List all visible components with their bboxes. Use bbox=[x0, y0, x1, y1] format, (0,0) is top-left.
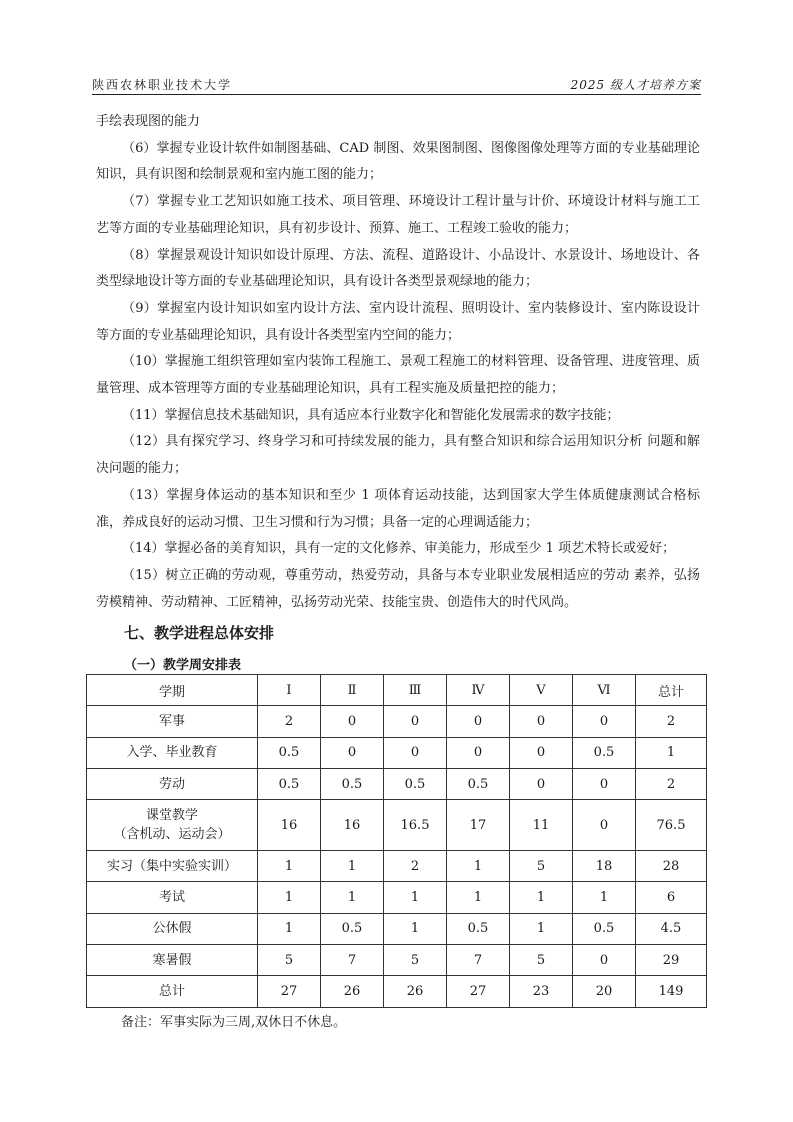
value-cell: 2 bbox=[636, 706, 707, 737]
paragraph: （10）掌握施工组织管理如室内装饰工程施工、景观工程施工的材料管理、设备管理、进度管理、质量管理、成本管理等方面的专业基础理论知识，具有工程实施及质量把控的能力； bbox=[96, 354, 700, 397]
value-cell: 23 bbox=[510, 976, 573, 1007]
paragraph: （9）掌握室内设计知识如室内设计方法、室内设计流程、照明设计、室内装修设计、室内陈设设计等方面的专业基础理论知识，具有设计各类型室内空间的能力； bbox=[96, 300, 700, 343]
row-label-cell bbox=[87, 706, 258, 737]
value-cell: 4.5 bbox=[636, 913, 707, 944]
table-row bbox=[87, 976, 707, 1007]
value-cell: 0.5 bbox=[447, 768, 510, 799]
table-row bbox=[87, 737, 707, 768]
row-label-line: 入学、毕业教育 bbox=[126, 745, 218, 761]
value-cell: 7 bbox=[447, 945, 510, 976]
value-cell: 1 bbox=[258, 851, 321, 882]
value-cell: 0 bbox=[573, 706, 636, 737]
value-cell: 149 bbox=[636, 976, 707, 1007]
page-header bbox=[92, 76, 701, 95]
value-cell: 0.5 bbox=[447, 913, 510, 944]
value-cell: 5 bbox=[510, 945, 573, 976]
value-cell: 2 bbox=[258, 706, 321, 737]
table-header-row bbox=[87, 675, 707, 706]
value-cell: 1 bbox=[573, 882, 636, 913]
value-cell: 0 bbox=[384, 706, 447, 737]
value-cell: 0.5 bbox=[321, 913, 384, 944]
header-cell: Ⅴ bbox=[510, 675, 573, 706]
table-row bbox=[87, 913, 707, 944]
paragraph: （15）树立正确的劳动观，尊重劳动，热爱劳动，具备与本专业职业发展相适应的劳动 素养，弘扬劳模精神、劳动精神、工匠精神，弘扬劳动光荣、技能宝贵、创造伟大的时代风尚。 bbox=[96, 567, 700, 610]
value-cell: 0 bbox=[321, 737, 384, 768]
value-cell: 1 bbox=[258, 913, 321, 944]
row-label-line: 劳动 bbox=[158, 776, 185, 792]
value-cell: 0 bbox=[510, 737, 573, 768]
row-label-cell bbox=[87, 800, 258, 851]
row-label-line: （含机动、运动会） bbox=[113, 827, 231, 843]
value-cell: 11 bbox=[510, 800, 573, 851]
row-label-line: 寒暑假 bbox=[152, 952, 192, 968]
sub-title: （一）教学周安排表 bbox=[124, 658, 242, 673]
paragraph: （11）掌握信息技术基础知识，具有适应本行业数字化和智能化发展需求的数字技能； bbox=[122, 407, 620, 423]
value-cell: 0 bbox=[321, 706, 384, 737]
row-label-cell bbox=[87, 737, 258, 768]
value-cell: 17 bbox=[447, 800, 510, 851]
section-title: 七、教学进程总体安排 bbox=[124, 624, 275, 642]
value-cell: 1 bbox=[258, 882, 321, 913]
value-cell: 2 bbox=[384, 851, 447, 882]
header-cell: Ⅵ bbox=[573, 675, 636, 706]
paragraph: 手绘表现图的能力 bbox=[96, 114, 201, 129]
value-cell: 26 bbox=[321, 976, 384, 1007]
value-cell: 27 bbox=[258, 976, 321, 1007]
header-cell: Ⅳ bbox=[447, 675, 510, 706]
table-row bbox=[87, 706, 707, 737]
paragraph: （14）掌握必备的美育知识，具有一定的文化修养、审美能力，形成至少 1 项艺术特长或爱好； bbox=[122, 541, 676, 557]
value-cell: 0 bbox=[573, 945, 636, 976]
table-row bbox=[87, 882, 707, 913]
row-label-line: 军事 bbox=[158, 713, 185, 729]
row-label-cell bbox=[87, 768, 258, 799]
value-cell: 1 bbox=[321, 851, 384, 882]
value-cell: 0.5 bbox=[573, 913, 636, 944]
paragraph: （12）具有探究学习、终身学习和可持续发展的能力，具有整合知识和综合运用知识分析 问题和解决问题的能力； bbox=[96, 434, 700, 477]
value-cell: 1 bbox=[384, 913, 447, 944]
body-text bbox=[96, 109, 700, 616]
row-label-line: 实习（集中实验实训） bbox=[106, 858, 237, 874]
table-row bbox=[87, 800, 707, 851]
header-document-title: 2025 级人才培养方案 bbox=[570, 78, 701, 92]
value-cell: 6 bbox=[636, 882, 707, 913]
value-cell: 1 bbox=[636, 737, 707, 768]
row-label-line: 公休假 bbox=[152, 921, 192, 937]
value-cell: 0 bbox=[447, 706, 510, 737]
value-cell: 0.5 bbox=[573, 737, 636, 768]
value-cell: 1 bbox=[321, 882, 384, 913]
row-label-cell bbox=[87, 945, 258, 976]
value-cell: 28 bbox=[636, 851, 707, 882]
value-cell: 1 bbox=[384, 882, 447, 913]
value-cell: 0 bbox=[510, 706, 573, 737]
paragraph: （13）掌握身体运动的基本知识和至少 1 项体育运动技能，达到国家大学生体质健康测试合格标准，养成良好的运动习惯、卫生习惯和行为习惯；具备一定的心理调适能力； bbox=[96, 487, 700, 530]
row-label-line: 总计 bbox=[158, 984, 185, 1000]
row-label-cell bbox=[87, 976, 258, 1007]
value-cell: 76.5 bbox=[636, 800, 707, 851]
row-label-cell bbox=[87, 851, 258, 882]
table-note: 备注：军事实际为三周,双休日不休息。 bbox=[121, 1015, 347, 1030]
value-cell: 1 bbox=[447, 851, 510, 882]
header-institution: 陕西农林职业技术大学 bbox=[92, 78, 233, 92]
value-cell: 1 bbox=[510, 882, 573, 913]
row-label-line: 课堂教学 bbox=[145, 808, 198, 824]
paragraph: （6）掌握专业设计软件如制图基础、CAD 制图、效果图制图、图像图像处理等方面的专业基础理论知识，具有识图和绘制景观和室内施工图的能力； bbox=[96, 140, 700, 183]
header-cell-term: 学期 bbox=[87, 675, 258, 706]
value-cell: 26 bbox=[384, 976, 447, 1007]
value-cell: 1 bbox=[447, 882, 510, 913]
value-cell: 18 bbox=[573, 851, 636, 882]
value-cell: 0.5 bbox=[258, 768, 321, 799]
value-cell: 16 bbox=[258, 800, 321, 851]
paragraph: （8）掌握景观设计知识如设计原理、方法、流程、道路设计、小品设计、水景设计、场地设计、各类型绿地设计等方面的专业基础理论知识，具有设计各类型景观绿地的能力； bbox=[96, 247, 700, 290]
paragraph: （7）掌握专业工艺知识如施工技术、项目管理、环境设计工程计量与计价、环境设计材料与施工工艺等方面的专业基础理论知识，具有初步设计、预算、施工、工程竣工验收的能力； bbox=[96, 194, 700, 236]
value-cell: 5 bbox=[510, 851, 573, 882]
value-cell: 0 bbox=[447, 737, 510, 768]
value-cell: 27 bbox=[447, 976, 510, 1007]
header-cell: 总计 bbox=[636, 675, 707, 706]
value-cell: 0 bbox=[573, 800, 636, 851]
value-cell: 0 bbox=[573, 768, 636, 799]
row-label-cell bbox=[87, 882, 258, 913]
header-cell: Ⅲ bbox=[384, 675, 447, 706]
value-cell: 16.5 bbox=[384, 800, 447, 851]
header-cell: Ⅱ bbox=[321, 675, 384, 706]
table-row bbox=[87, 851, 707, 882]
value-cell: 1 bbox=[510, 913, 573, 944]
table-row bbox=[87, 768, 707, 799]
value-cell: 0.5 bbox=[258, 737, 321, 768]
value-cell: 0.5 bbox=[384, 768, 447, 799]
row-label-cell bbox=[87, 913, 258, 944]
value-cell: 5 bbox=[384, 945, 447, 976]
value-cell: 5 bbox=[258, 945, 321, 976]
value-cell: 20 bbox=[573, 976, 636, 1007]
table-row bbox=[87, 945, 707, 976]
value-cell: 0 bbox=[384, 737, 447, 768]
header-cell: Ⅰ bbox=[258, 675, 321, 706]
teaching-week-table bbox=[86, 674, 707, 1008]
value-cell: 29 bbox=[636, 945, 707, 976]
value-cell: 2 bbox=[636, 768, 707, 799]
table-body bbox=[87, 706, 707, 1007]
value-cell: 0 bbox=[510, 768, 573, 799]
value-cell: 16 bbox=[321, 800, 384, 851]
row-label-line: 考试 bbox=[158, 890, 185, 906]
value-cell: 0.5 bbox=[321, 768, 384, 799]
value-cell: 7 bbox=[321, 945, 384, 976]
